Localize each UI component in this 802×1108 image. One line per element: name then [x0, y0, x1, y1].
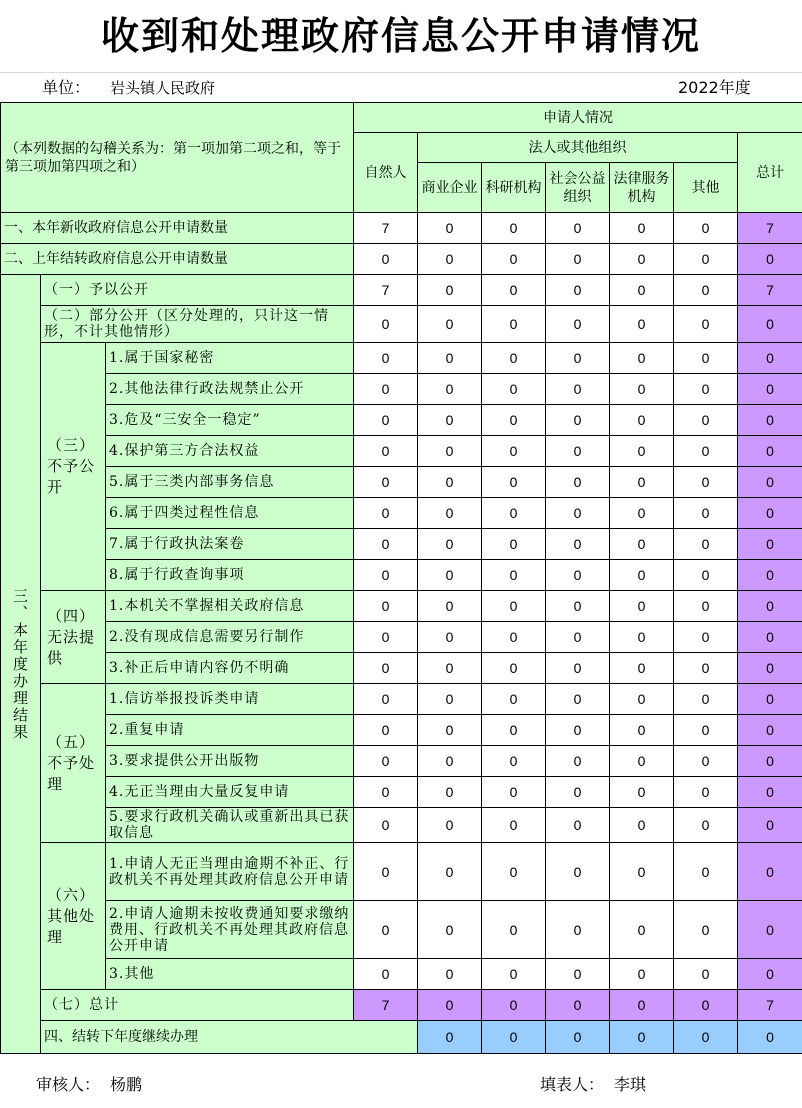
value-cell: 0 — [418, 374, 482, 405]
value-cell: 0 — [354, 498, 418, 529]
row-label-text: 2.其他法律行政法规禁止公开 — [109, 381, 305, 397]
row-label-text: 3.要求提供公开出版物 — [109, 753, 260, 769]
value-cell: 0 — [418, 244, 482, 275]
value-cell: 0 — [418, 653, 482, 684]
value-cell: 0 — [418, 843, 482, 901]
value-cell: 0 — [546, 498, 610, 529]
value-cell: 0 — [418, 213, 482, 244]
table-row — [1, 529, 802, 560]
value-cell: 0 — [354, 622, 418, 653]
table-row — [1, 374, 802, 405]
row-label — [106, 374, 354, 405]
table-row — [1, 684, 802, 715]
row-label — [106, 746, 354, 777]
row-label — [41, 1021, 418, 1054]
value-cell: 0 — [354, 529, 418, 560]
row-label-text: 二、上年结转政府信息公开申请数量 — [4, 251, 228, 267]
value-cell: 0 — [354, 684, 418, 715]
unit-value: 岩头镇人民政府 — [110, 79, 216, 97]
value-cell: 0 — [482, 901, 546, 959]
value-cell: 0 — [354, 653, 418, 684]
table-row — [1, 405, 802, 436]
value-cell: 0 — [610, 213, 674, 244]
value-cell: 0 — [354, 343, 418, 374]
row-label — [106, 808, 354, 843]
row-label-text: 1.信访举报投诉类申请 — [109, 691, 260, 707]
reviewer-label: 审核人： — [36, 1075, 101, 1094]
unit-row — [0, 72, 802, 103]
header-natural-person: 自然人 — [354, 133, 418, 213]
total-cell: 0 — [738, 498, 802, 529]
value-cell: 0 — [354, 901, 418, 959]
table-row — [1, 560, 802, 591]
total-cell: 0 — [738, 622, 802, 653]
value-cell: 0 — [418, 560, 482, 591]
group-not-processed — [41, 684, 106, 843]
row-label — [106, 777, 354, 808]
value-cell: 0 — [610, 306, 674, 343]
reviewer-name: 杨鹏 — [110, 1075, 143, 1094]
value-cell: 0 — [674, 498, 738, 529]
value-cell: 0 — [674, 715, 738, 746]
table-row — [1, 213, 802, 244]
value-cell: 7 — [354, 275, 418, 306]
value-cell: 0 — [674, 808, 738, 843]
row-label-text: 8.属于行政查询事项 — [109, 567, 245, 583]
value-cell: 0 — [354, 436, 418, 467]
table-row — [1, 343, 802, 374]
row-label — [106, 622, 354, 653]
value-cell: 0 — [610, 374, 674, 405]
value-cell: 0 — [738, 1021, 802, 1054]
table-row — [1, 244, 802, 275]
value-cell: 0 — [418, 684, 482, 715]
table-row — [1, 990, 802, 1021]
total-cell: 0 — [738, 467, 802, 498]
total-cell: 0 — [738, 306, 802, 343]
value-cell: 0 — [546, 808, 610, 843]
table-row — [1, 653, 802, 684]
value-cell: 0 — [482, 746, 546, 777]
value-cell: 0 — [418, 343, 482, 374]
value-cell: 0 — [418, 959, 482, 990]
total-cell: 0 — [738, 746, 802, 777]
row-label — [41, 306, 354, 343]
value-cell: 0 — [354, 843, 418, 901]
header-legal-entity: 法人或其他组织 — [418, 133, 738, 163]
total-cell: 0 — [738, 843, 802, 901]
value-cell: 0 — [418, 808, 482, 843]
value-cell: 0 — [546, 653, 610, 684]
row-label — [41, 990, 354, 1021]
row-label-text: （七）总计 — [44, 997, 119, 1013]
value-cell: 0 — [354, 591, 418, 622]
value-cell: 0 — [482, 808, 546, 843]
row-label-text: 7.属于行政执法案卷 — [109, 536, 245, 552]
value-cell: 0 — [418, 622, 482, 653]
row-label-text: 3.危及“三安全一稳定” — [109, 412, 261, 428]
value-cell: 0 — [610, 244, 674, 275]
table-row — [1, 591, 802, 622]
value-cell: 0 — [674, 777, 738, 808]
unit-label: 单位： — [42, 78, 91, 97]
value-cell: 0 — [674, 990, 738, 1021]
total-cell: 0 — [738, 901, 802, 959]
section-results — [1, 275, 41, 1054]
value-cell: 0 — [482, 715, 546, 746]
value-cell: 0 — [482, 959, 546, 990]
row-label-text: 一、本年新收政府信息公开申请数量 — [4, 220, 228, 236]
value-cell: 0 — [674, 560, 738, 591]
table-row — [1, 843, 802, 901]
value-cell: 0 — [610, 653, 674, 684]
value-cell: 0 — [482, 1021, 546, 1054]
value-cell: 0 — [674, 244, 738, 275]
table-row — [1, 901, 802, 959]
value-cell: 0 — [482, 213, 546, 244]
value-cell: 0 — [610, 808, 674, 843]
table-row — [1, 959, 802, 990]
total-cell: 0 — [738, 244, 802, 275]
row-label — [106, 843, 354, 901]
row-label-text: 四、结转下年度继续办理 — [44, 1029, 198, 1045]
value-cell: 0 — [354, 777, 418, 808]
value-cell: 0 — [610, 715, 674, 746]
value-cell: 0 — [418, 777, 482, 808]
row-label — [106, 591, 354, 622]
value-cell: 0 — [674, 343, 738, 374]
value-cell: 0 — [418, 436, 482, 467]
table-row — [1, 777, 802, 808]
row-label — [1, 213, 354, 244]
value-cell: 0 — [610, 684, 674, 715]
total-cell: 0 — [738, 684, 802, 715]
header-total: 总计 — [738, 133, 802, 213]
value-cell: 0 — [546, 591, 610, 622]
value-cell: 7 — [354, 213, 418, 244]
value-cell: 0 — [482, 843, 546, 901]
disclosure-table — [0, 102, 802, 1054]
value-cell: 0 — [418, 498, 482, 529]
total-cell: 0 — [738, 436, 802, 467]
filler-name: 李琪 — [614, 1075, 647, 1094]
value-cell: 0 — [610, 467, 674, 498]
row-label-text: 2.重复申请 — [109, 722, 185, 738]
row-label-text: 6.属于四类过程性信息 — [109, 505, 260, 521]
header-col-public-welfare: 社会公益组织 — [546, 163, 610, 213]
row-label-text: 3.其他 — [109, 966, 155, 982]
value-cell: 0 — [418, 1021, 482, 1054]
header-note: （本列数据的勾稽关系为：第一项加第二项之和，等于第三项加第四项之和） — [1, 103, 354, 213]
value-cell: 0 — [610, 275, 674, 306]
total-cell: 0 — [738, 653, 802, 684]
value-cell: 0 — [482, 343, 546, 374]
table-row — [1, 467, 802, 498]
total-cell: 0 — [738, 529, 802, 560]
value-cell: 0 — [546, 529, 610, 560]
total-cell: 7 — [738, 990, 802, 1021]
table-row — [1, 715, 802, 746]
row-label — [106, 343, 354, 374]
report-year: 2022年度 — [678, 78, 751, 97]
value-cell: 0 — [610, 990, 674, 1021]
value-cell: 0 — [610, 901, 674, 959]
value-cell: 0 — [482, 622, 546, 653]
value-cell: 0 — [418, 591, 482, 622]
total-cell: 0 — [738, 777, 802, 808]
row-label — [106, 653, 354, 684]
group-other-processing — [41, 843, 106, 990]
value-cell: 0 — [354, 374, 418, 405]
total-cell: 0 — [738, 405, 802, 436]
value-cell: 0 — [482, 467, 546, 498]
value-cell: 0 — [418, 715, 482, 746]
value-cell: 0 — [482, 777, 546, 808]
value-cell: 0 — [354, 306, 418, 343]
row-label-text: 2.申请人逾期未按收费通知要求缴纳费用、行政机关不再处理其政府信息公开申请 — [109, 905, 350, 954]
table-row — [1, 622, 802, 653]
table-row — [1, 275, 802, 306]
value-cell: 0 — [354, 715, 418, 746]
value-cell: 0 — [610, 622, 674, 653]
value-cell: 0 — [354, 808, 418, 843]
value-cell: 0 — [610, 959, 674, 990]
value-cell: 0 — [546, 244, 610, 275]
value-cell: 0 — [610, 746, 674, 777]
total-cell: 0 — [738, 959, 802, 990]
value-cell: 0 — [546, 436, 610, 467]
value-cell: 0 — [674, 653, 738, 684]
value-cell: 0 — [482, 405, 546, 436]
value-cell: 0 — [546, 560, 610, 591]
table-row — [1, 808, 802, 843]
total-cell: 7 — [738, 275, 802, 306]
value-cell: 0 — [546, 715, 610, 746]
total-cell: 0 — [738, 343, 802, 374]
value-cell: 0 — [418, 990, 482, 1021]
total-cell: 0 — [738, 374, 802, 405]
row-label-text: 1.申请人无正当理由逾期不补正、行政机关不再处理其政府信息公开申请 — [109, 855, 350, 888]
value-cell: 0 — [354, 244, 418, 275]
value-cell: 0 — [674, 591, 738, 622]
value-cell: 0 — [546, 405, 610, 436]
row-label-text: 1.属于国家秘密 — [109, 350, 215, 366]
row-label-text: 4.无正当理由大量反复申请 — [109, 784, 290, 800]
header-col-other: 其他 — [674, 163, 738, 213]
value-cell: 0 — [674, 901, 738, 959]
value-cell: 0 — [674, 746, 738, 777]
value-cell: 0 — [610, 843, 674, 901]
value-cell: 0 — [418, 275, 482, 306]
table-row — [1, 1021, 802, 1054]
header-col-business: 商业企业 — [418, 163, 482, 213]
value-cell: 0 — [482, 498, 546, 529]
table-row — [1, 498, 802, 529]
value-cell: 0 — [482, 653, 546, 684]
page-title: 收到和处理政府信息公开申请情况 — [100, 14, 701, 58]
value-cell: 0 — [546, 1021, 610, 1054]
value-cell: 0 — [482, 374, 546, 405]
value-cell: 0 — [482, 990, 546, 1021]
row-label — [106, 529, 354, 560]
row-label — [106, 498, 354, 529]
value-cell: 0 — [674, 959, 738, 990]
row-label — [41, 275, 354, 306]
value-cell: 0 — [546, 990, 610, 1021]
value-cell: 0 — [482, 275, 546, 306]
value-cell: 0 — [674, 684, 738, 715]
row-label-text: 2.没有现成信息需要另行制作 — [109, 629, 305, 645]
value-cell: 0 — [546, 213, 610, 244]
value-cell: 0 — [482, 529, 546, 560]
group-unable-provide — [41, 591, 106, 684]
value-cell: 0 — [546, 467, 610, 498]
value-cell: 0 — [418, 405, 482, 436]
value-cell: 0 — [482, 244, 546, 275]
group-not-disclosed — [41, 343, 106, 591]
value-cell: 0 — [354, 405, 418, 436]
value-cell: 0 — [546, 843, 610, 901]
table-row — [1, 436, 802, 467]
total-cell: 0 — [738, 715, 802, 746]
value-cell: 0 — [610, 343, 674, 374]
row-label — [1, 244, 354, 275]
row-label-text: 5.属于三类内部事务信息 — [109, 474, 275, 490]
value-cell: 0 — [418, 746, 482, 777]
value-cell: 0 — [354, 746, 418, 777]
value-cell: 0 — [418, 529, 482, 560]
section-label-text: （五）不予处理 — [47, 732, 96, 793]
section-label-text: （六）其他处理 — [47, 885, 96, 946]
value-cell: 0 — [674, 213, 738, 244]
row-label — [106, 560, 354, 591]
value-cell: 0 — [546, 306, 610, 343]
value-cell: 0 — [546, 746, 610, 777]
value-cell: 0 — [546, 684, 610, 715]
value-cell: 0 — [610, 560, 674, 591]
value-cell: 0 — [674, 374, 738, 405]
value-cell: 0 — [674, 467, 738, 498]
row-label — [106, 684, 354, 715]
table-row — [1, 306, 802, 343]
row-label — [106, 436, 354, 467]
value-cell: 0 — [546, 374, 610, 405]
value-cell: 0 — [546, 343, 610, 374]
value-cell: 0 — [354, 467, 418, 498]
value-cell: 0 — [610, 591, 674, 622]
value-cell: 0 — [610, 1021, 674, 1054]
row-label — [106, 405, 354, 436]
filler-label: 填表人： — [540, 1075, 605, 1094]
value-cell: 0 — [674, 1021, 738, 1054]
total-cell: 7 — [738, 213, 802, 244]
header-applicant: 申请人情况 — [354, 103, 802, 133]
value-cell: 0 — [418, 901, 482, 959]
row-label-text: （一）予以公开 — [44, 282, 149, 298]
value-cell: 0 — [546, 622, 610, 653]
value-cell: 0 — [482, 684, 546, 715]
value-cell: 0 — [674, 436, 738, 467]
total-cell: 0 — [738, 808, 802, 843]
value-cell: 0 — [610, 777, 674, 808]
value-cell: 0 — [418, 306, 482, 343]
section-label-text: （四）无法提供 — [47, 606, 96, 667]
value-cell: 0 — [354, 959, 418, 990]
row-label-text: 4.保护第三方合法权益 — [109, 443, 260, 459]
value-cell: 0 — [482, 436, 546, 467]
row-label — [106, 467, 354, 498]
value-cell: 0 — [482, 591, 546, 622]
row-label — [106, 901, 354, 959]
row-label — [106, 715, 354, 746]
value-cell: 0 — [674, 306, 738, 343]
value-cell: 0 — [610, 405, 674, 436]
header-col-research: 科研机构 — [482, 163, 546, 213]
value-cell: 0 — [354, 560, 418, 591]
value-cell: 0 — [482, 306, 546, 343]
value-cell: 0 — [674, 405, 738, 436]
value-cell: 0 — [482, 560, 546, 591]
value-cell: 0 — [546, 275, 610, 306]
row-label-text: 1.本机关不掌握相关政府信息 — [109, 598, 305, 614]
row-label — [106, 959, 354, 990]
total-cell: 0 — [738, 591, 802, 622]
row-label-text: （二）部分公开（区分处理的，只计这一情形，不计其他情形） — [44, 308, 329, 340]
row-label-text: 5.要求行政机关确认或重新出具已获取信息 — [109, 809, 350, 841]
value-cell: 0 — [674, 843, 738, 901]
row-label-text: 3.补正后申请内容仍不明确 — [109, 660, 290, 676]
value-cell: 0 — [546, 901, 610, 959]
value-cell: 0 — [674, 529, 738, 560]
section-label-text: 三、本年度办理结果 — [11, 587, 29, 741]
total-cell: 0 — [738, 560, 802, 591]
value-cell: 7 — [354, 990, 418, 1021]
value-cell: 0 — [674, 622, 738, 653]
value-cell: 0 — [418, 467, 482, 498]
value-cell: 0 — [546, 777, 610, 808]
header-col-legal-service: 法律服务机构 — [610, 163, 674, 213]
footer-signatures — [0, 1062, 802, 1108]
value-cell: 0 — [610, 529, 674, 560]
value-cell: 0 — [546, 959, 610, 990]
value-cell: 0 — [610, 498, 674, 529]
value-cell: 0 — [674, 275, 738, 306]
value-cell: 0 — [610, 436, 674, 467]
table-row — [1, 746, 802, 777]
section-label-text: （三）不予公开 — [47, 436, 96, 496]
